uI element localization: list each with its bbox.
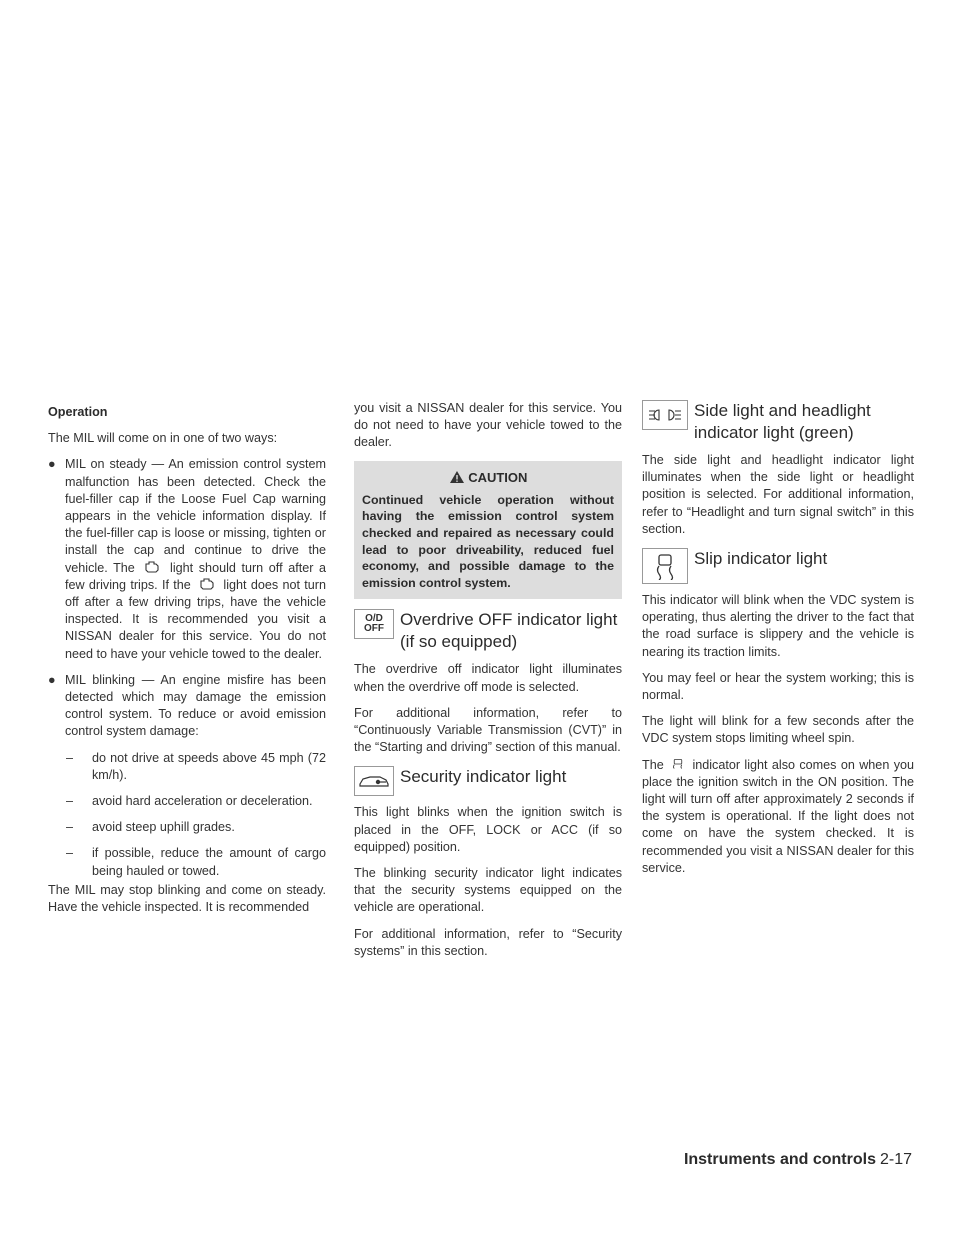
engine-check-icon: [199, 577, 215, 591]
caution-box: [354, 461, 622, 600]
security-car-icon: [354, 766, 394, 796]
section-side-light: [642, 400, 914, 444]
dash-item: – if possible, reduce the amount of cargo being hauled or towed.: [66, 846, 326, 878]
warning-icon: [449, 470, 465, 484]
bullet-dot: ●: [48, 672, 56, 687]
bullet-mil-steady: ● MIL on steady — An emission control system malfunction has been detected. Check the fuel-filler cap if the Loose Fuel Cap warning appears in the vehicle information display. If the fuel-filler cap is loose or missing, tighten or install the cap and continue to drive the vehicle. The light should turn off after a few driving trips. If the light does not turn off after a few driving trips, have the vehicle inspected. It is recommended you visit a NISSAN dealer for this service. You do not need to have your vehicle towed to the dealer.: [48, 457, 327, 661]
column-right: [642, 400, 914, 886]
slip-p3: The light will blink for a few seconds after the VDC system stops limiting wheel spin.: [642, 714, 914, 746]
page-number: 2-17: [879, 1151, 912, 1168]
column-middle: [354, 400, 622, 969]
overdrive-off-icon: O/D OFF: [354, 609, 394, 639]
slip-p4: The indicator light also comes on when you place the ignition switch in the ON position. The light will turn off after approximately 2 seconds if the system is operational. If the light does not come on have the system checked. It is recommended you visit a NISSAN dealer for this service.: [642, 757, 914, 875]
section-slip: [642, 548, 914, 584]
continued-text: you visit a NISSAN dealer for this service. You do not need to have your vehicle towed to the dealer.: [354, 401, 622, 450]
slip-p2: You may feel or hear the system working; this is normal.: [642, 670, 914, 703]
overdrive-off-p1: The overdrive off indicator light illuminates when the overdrive off mode is selected.: [354, 662, 622, 694]
section-overdrive-off: [354, 609, 622, 653]
security-title: Security indicator light: [400, 767, 567, 787]
page-footer: [684, 1151, 912, 1169]
column-left: [48, 400, 326, 925]
section-security: [354, 766, 622, 796]
side-light-p1: The side light and headlight indicator light illuminates when the side light or headlight position is selected. For additional information, refer to “Headlight and turn signal switch” in this section.: [642, 453, 914, 536]
side-light-title: Side light and headlight indicator light (green): [694, 401, 871, 442]
dash-item: – avoid steep uphill grades.: [66, 820, 235, 835]
footer-section-title: Instruments and controls: [683, 1151, 876, 1168]
closing-text: The MIL may stop blinking and come on steady. Have the vehicle inspected. It is recommended: [48, 882, 326, 915]
bullet-dot: ●: [48, 457, 56, 472]
caution-title: CAUTION: [362, 469, 614, 486]
caution-body: Continued vehicle operation without having the emission control system checked and repaired as necessary could lead to poor driveability, reduced fuel economy, and possible damage to the emission control system.: [362, 492, 614, 590]
dash-item: – avoid hard acceleration or deceleration.: [66, 794, 313, 809]
security-p3: For additional information, refer to “Security systems” in this section.: [354, 926, 622, 958]
overdrive-off-p2: For additional information, refer to “Continuously Variable Transmission (CVT)” in the “Starting and driving” section of this manual.: [354, 705, 622, 755]
operation-heading: Operation: [48, 405, 108, 419]
slip-title: Slip indicator light: [694, 549, 828, 569]
slip-icon: [672, 757, 684, 771]
dash-item: – do not drive at speeds above 45 mph (72 km/h).: [66, 750, 326, 782]
side-light-icon: [642, 400, 688, 430]
security-p1: This light blinks when the ignition switch is placed in the OFF, LOCK or ACC (if so equipped) position.: [354, 805, 622, 854]
slip-p1: This indicator will blink when the VDC system is operating, thus alerting the driver to the fact that the road surface is slippery and the vehicle is nearing its traction limits.: [642, 593, 914, 659]
slip-icon: [642, 548, 688, 584]
intro-text: The MIL will come on in one of two ways:: [48, 431, 278, 446]
engine-check-icon: [144, 560, 160, 574]
security-p2: The blinking security indicator light indicates that the security systems equipped on the vehicle are operational.: [354, 866, 622, 915]
bullet-mil-blinking: ● MIL blinking — An engine misfire has been detected which may damage the emission control system. To reduce or avoid emission control system damage:: [48, 672, 326, 739]
overdrive-off-title: Overdrive OFF indicator light (if so equipped): [400, 610, 618, 652]
